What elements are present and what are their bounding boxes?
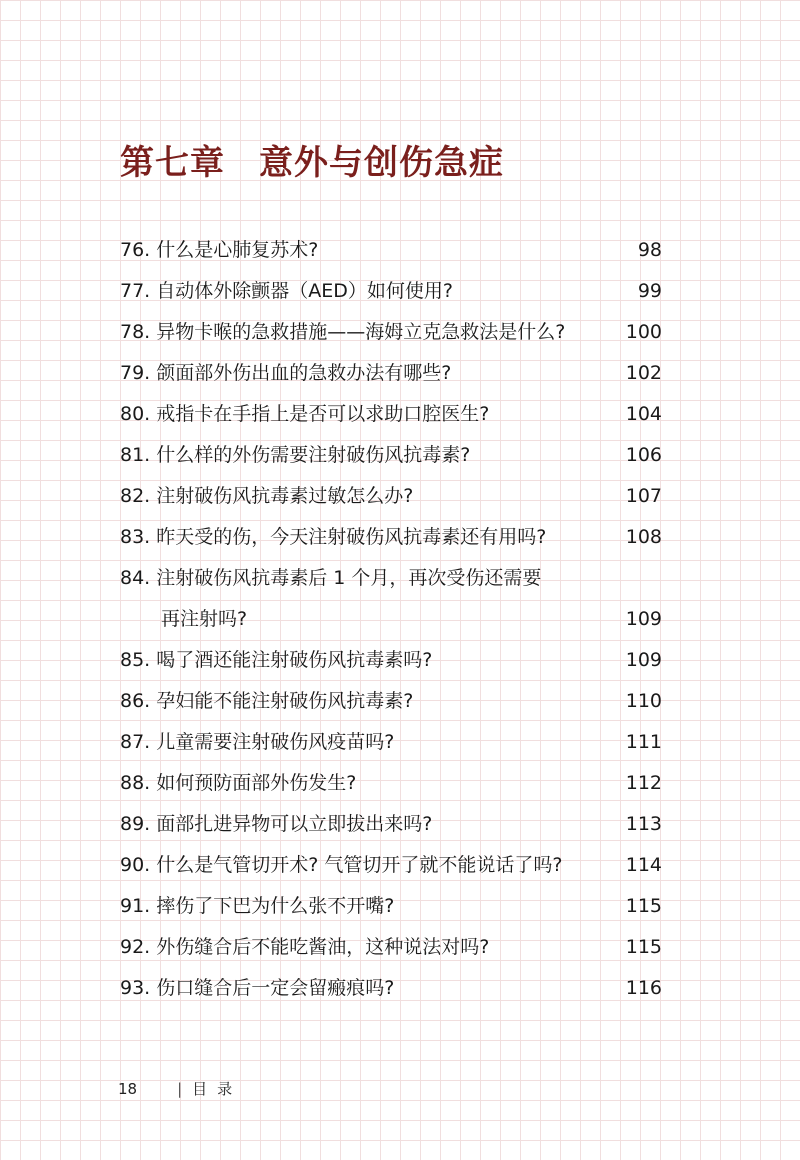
entry-title: 如何预防面部外伤发生? <box>156 772 357 794</box>
toc-entry[interactable] <box>120 476 662 517</box>
entry-title: 什么样的外伤需要注射破伤风抗毒素? <box>156 444 471 466</box>
entry-number: 92. <box>120 936 151 958</box>
toc-entry[interactable] <box>120 927 662 968</box>
entry-number: 91. <box>120 895 151 917</box>
entry-page-number: 106 <box>625 444 662 466</box>
chapter-name: 意外与创伤急症 <box>259 142 504 183</box>
entry-page-number: 116 <box>625 977 662 999</box>
entry-number: 79. <box>120 362 151 384</box>
entry-title: 外伤缝合后不能吃酱油，这种说法对吗? <box>156 936 490 958</box>
entry-title: 注射破伤风抗毒素过敏怎么办? <box>156 485 414 507</box>
entry-number: 93. <box>120 977 151 999</box>
entry-title: 摔伤了下巴为什么张不开嘴? <box>156 895 395 917</box>
entry-page-number: 108 <box>625 526 662 548</box>
entry-page-number: 113 <box>625 813 662 835</box>
toc-entry[interactable] <box>120 558 662 599</box>
chapter-title <box>120 135 504 184</box>
entry-title: 什么是心肺复苏术? <box>156 239 319 261</box>
entry-page-number: 115 <box>625 895 662 917</box>
entry-page-number: 104 <box>625 403 662 425</box>
entry-number: 76. <box>120 239 151 261</box>
entry-title: 儿童需要注射破伤风疫苗吗? <box>156 731 395 753</box>
entry-number: 82. <box>120 485 151 507</box>
entry-number: 78. <box>120 321 151 343</box>
toc-entry[interactable] <box>120 640 662 681</box>
toc-entry[interactable] <box>120 968 662 1009</box>
entry-title: 昨天受的伤，今天注射破伤风抗毒素还有用吗? <box>156 526 547 548</box>
entry-page-number: 109 <box>625 649 662 671</box>
section-label: 目录 <box>192 1080 243 1098</box>
toc-entry[interactable] <box>120 271 662 312</box>
entry-number: 90. <box>120 854 151 876</box>
toc-entry[interactable] <box>120 394 662 435</box>
entry-page-number: 115 <box>625 936 662 958</box>
page-footer <box>118 1078 242 1099</box>
entry-number: 77. <box>120 280 151 302</box>
entry-title: 戒指卡在手指上是否可以求助口腔医生? <box>156 403 490 425</box>
entry-number: 83. <box>120 526 151 548</box>
entry-page-number: 102 <box>625 362 662 384</box>
entry-title: 喝了酒还能注射破伤风抗毒素吗? <box>156 649 433 671</box>
entry-page-number: 110 <box>625 690 662 712</box>
entry-title: 颌面部外伤出血的急救办法有哪些? <box>156 362 452 384</box>
entry-title: 自动体外除颤器（AED）如何使用? <box>156 280 453 302</box>
toc-entry[interactable] <box>120 435 662 476</box>
entry-number: 88. <box>120 772 151 794</box>
footer-separator: | <box>177 1080 183 1098</box>
entry-page-number: 112 <box>625 772 662 794</box>
entry-title: 再注射吗? <box>161 608 248 630</box>
entry-title: 异物卡喉的急救措施——海姆立克急救法是什么? <box>156 321 566 343</box>
chapter-number: 第七章 <box>120 142 225 183</box>
entry-title: 什么是气管切开术? 气管切开了就不能说话了吗? <box>156 854 563 876</box>
entry-page-number: 107 <box>625 485 662 507</box>
toc-entry[interactable] <box>120 353 662 394</box>
entry-title: 注射破伤风抗毒素后 1 个月，再次受伤还需要 <box>156 567 542 589</box>
entry-number: 86. <box>120 690 151 712</box>
entry-page-number: 109 <box>625 608 662 630</box>
toc-entry[interactable] <box>120 722 662 763</box>
entry-number: 81. <box>120 444 151 466</box>
entry-number: 87. <box>120 731 151 753</box>
entry-title: 孕妇能不能注射破伤风抗毒素? <box>156 690 414 712</box>
toc-entry[interactable] <box>120 886 662 927</box>
entry-title: 面部扎进异物可以立即拔出来吗? <box>156 813 433 835</box>
entry-number: 85. <box>120 649 151 671</box>
entry-number: 84. <box>120 567 151 589</box>
entry-page-number: 114 <box>625 854 662 876</box>
entry-page-number: 98 <box>637 239 662 261</box>
toc-entry[interactable] <box>120 230 662 271</box>
entry-page-number: 99 <box>637 280 662 302</box>
toc-entry[interactable] <box>120 599 662 640</box>
page-number: 18 <box>118 1080 138 1098</box>
entry-number: 80. <box>120 403 151 425</box>
toc-entry[interactable] <box>120 845 662 886</box>
toc-entry[interactable] <box>120 681 662 722</box>
entry-page-number: 100 <box>625 321 662 343</box>
toc-entry[interactable] <box>120 804 662 845</box>
table-of-contents <box>120 230 662 1009</box>
toc-entry[interactable] <box>120 312 662 353</box>
entry-page-number: 111 <box>625 731 662 753</box>
entry-number: 89. <box>120 813 151 835</box>
entry-title: 伤口缝合后一定会留瘢痕吗? <box>156 977 395 999</box>
toc-entry[interactable] <box>120 763 662 804</box>
toc-entry[interactable] <box>120 517 662 558</box>
